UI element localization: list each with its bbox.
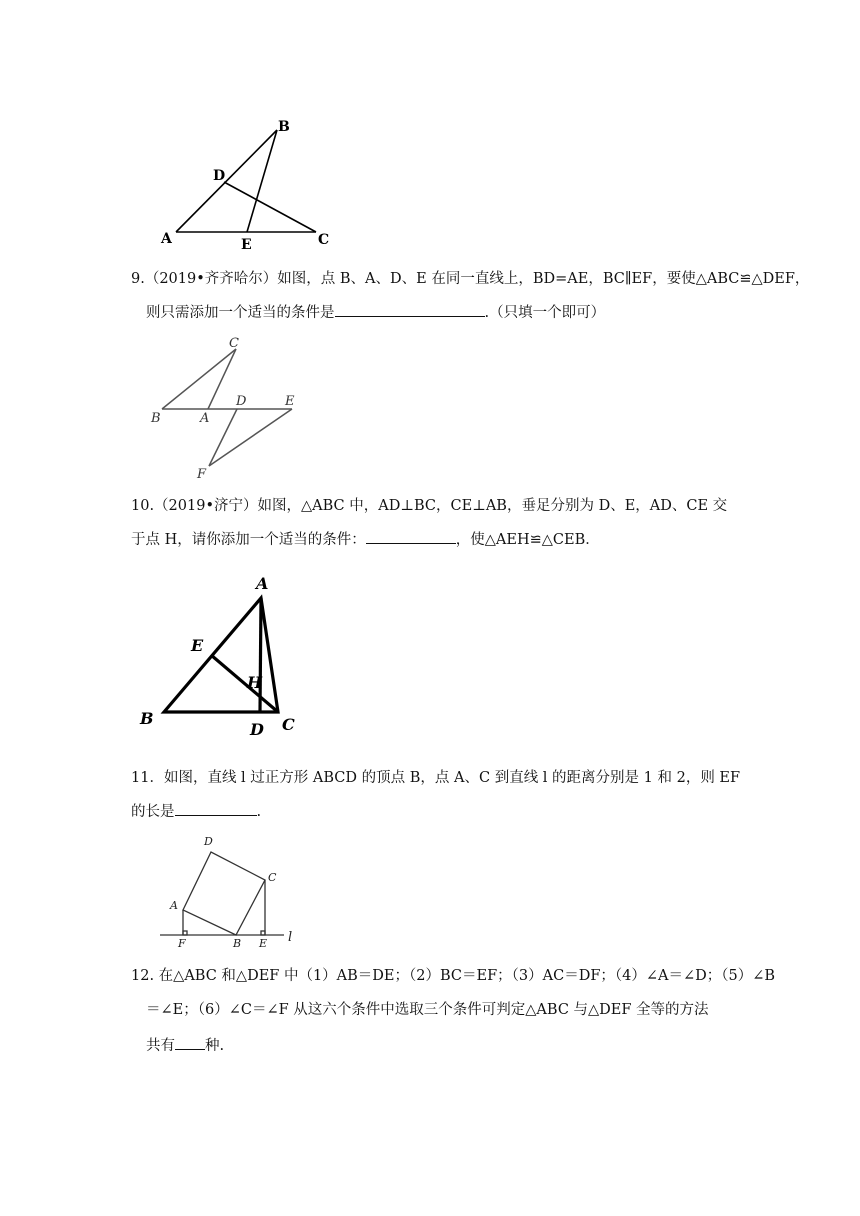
label-e: E	[241, 237, 252, 253]
label-f: F	[197, 467, 207, 482]
label-c: C	[318, 232, 330, 248]
q11-line2-post: .	[256, 804, 262, 820]
q10-line1: 10.（2019•济宁）如图，△ABC 中，AD⊥BC，CE⊥AB，垂足分别为 D、E，AD、CE 交	[131, 498, 728, 514]
figure-q11-lines	[160, 852, 284, 935]
q12-line3-post: 种.	[205, 1038, 225, 1054]
q9-line2-pre: 则只需添加一个适当的条件是	[146, 305, 335, 321]
figure-q11	[155, 828, 300, 953]
label-d: D	[204, 835, 213, 848]
figure-q10-lines	[164, 598, 278, 712]
label-b: B	[140, 709, 154, 728]
q12-line2: ＝∠E；（6）∠C＝∠F 从这六个条件中选取三个条件可判定△ABC 与△DEF 全等的方法	[146, 1002, 709, 1018]
q10-line2	[131, 529, 600, 550]
label-e: E	[191, 636, 204, 655]
q11-line2	[131, 801, 261, 822]
q10-line2-pre: 于点 H，请你添加一个适当的条件：	[131, 532, 366, 548]
label-l: l	[288, 930, 293, 945]
q9-answer-blank[interactable]	[335, 302, 485, 317]
q9-line2	[146, 302, 605, 323]
label-a: A	[256, 574, 269, 593]
label-h: H	[247, 673, 263, 692]
label-b: B	[233, 937, 242, 950]
label-d: D	[213, 168, 226, 184]
q10-line2-post: ，使△AEH≌△CEB．	[455, 532, 600, 548]
label-d: D	[236, 394, 247, 409]
figure-q10	[135, 568, 310, 743]
label-b: B	[151, 411, 161, 426]
figure-q8	[150, 110, 350, 255]
q9-line1: 9.（2019•齐齐哈尔）如图，点 B、A、D、E 在同一直线上，BD=AE，BC∥EF，要使△ABC≌△DEF，	[131, 271, 810, 287]
q11-answer-blank[interactable]	[175, 801, 257, 816]
q12-line1: 12. 在△ABC 和△DEF 中（1）AB＝DE；（2）BC＝EF；（3）AC＝DF；（4）∠A＝∠D；（5）∠B	[131, 968, 776, 984]
label-c: C	[268, 871, 277, 884]
q12-line3-pre: 共有	[146, 1038, 175, 1054]
label-f: F	[178, 937, 186, 950]
label-c: C	[229, 336, 239, 351]
figure-q9-lines	[162, 349, 292, 466]
label-a: A	[200, 411, 210, 426]
q9-line2-post: .（只填一个即可）	[484, 305, 606, 321]
label-a: A	[170, 899, 178, 912]
triangle-lines	[176, 130, 316, 232]
q10-answer-blank[interactable]	[366, 529, 456, 544]
q11-line2-pre: 的长是	[131, 804, 175, 820]
q12-line3	[146, 1035, 224, 1056]
label-e: E	[259, 937, 268, 950]
label-e: E	[285, 394, 295, 409]
q12-answer-blank[interactable]	[175, 1035, 205, 1050]
label-c: C	[282, 715, 295, 734]
figure-q9	[148, 330, 308, 480]
q11-line1: 11．如图，直线 l 过正方形 ABCD 的顶点 B，点 A、C 到直线 l 的距离分别是 1 和 2，则 EF	[131, 770, 741, 786]
label-a: A	[161, 231, 172, 247]
label-b: B	[278, 119, 290, 135]
label-d: D	[250, 720, 264, 739]
